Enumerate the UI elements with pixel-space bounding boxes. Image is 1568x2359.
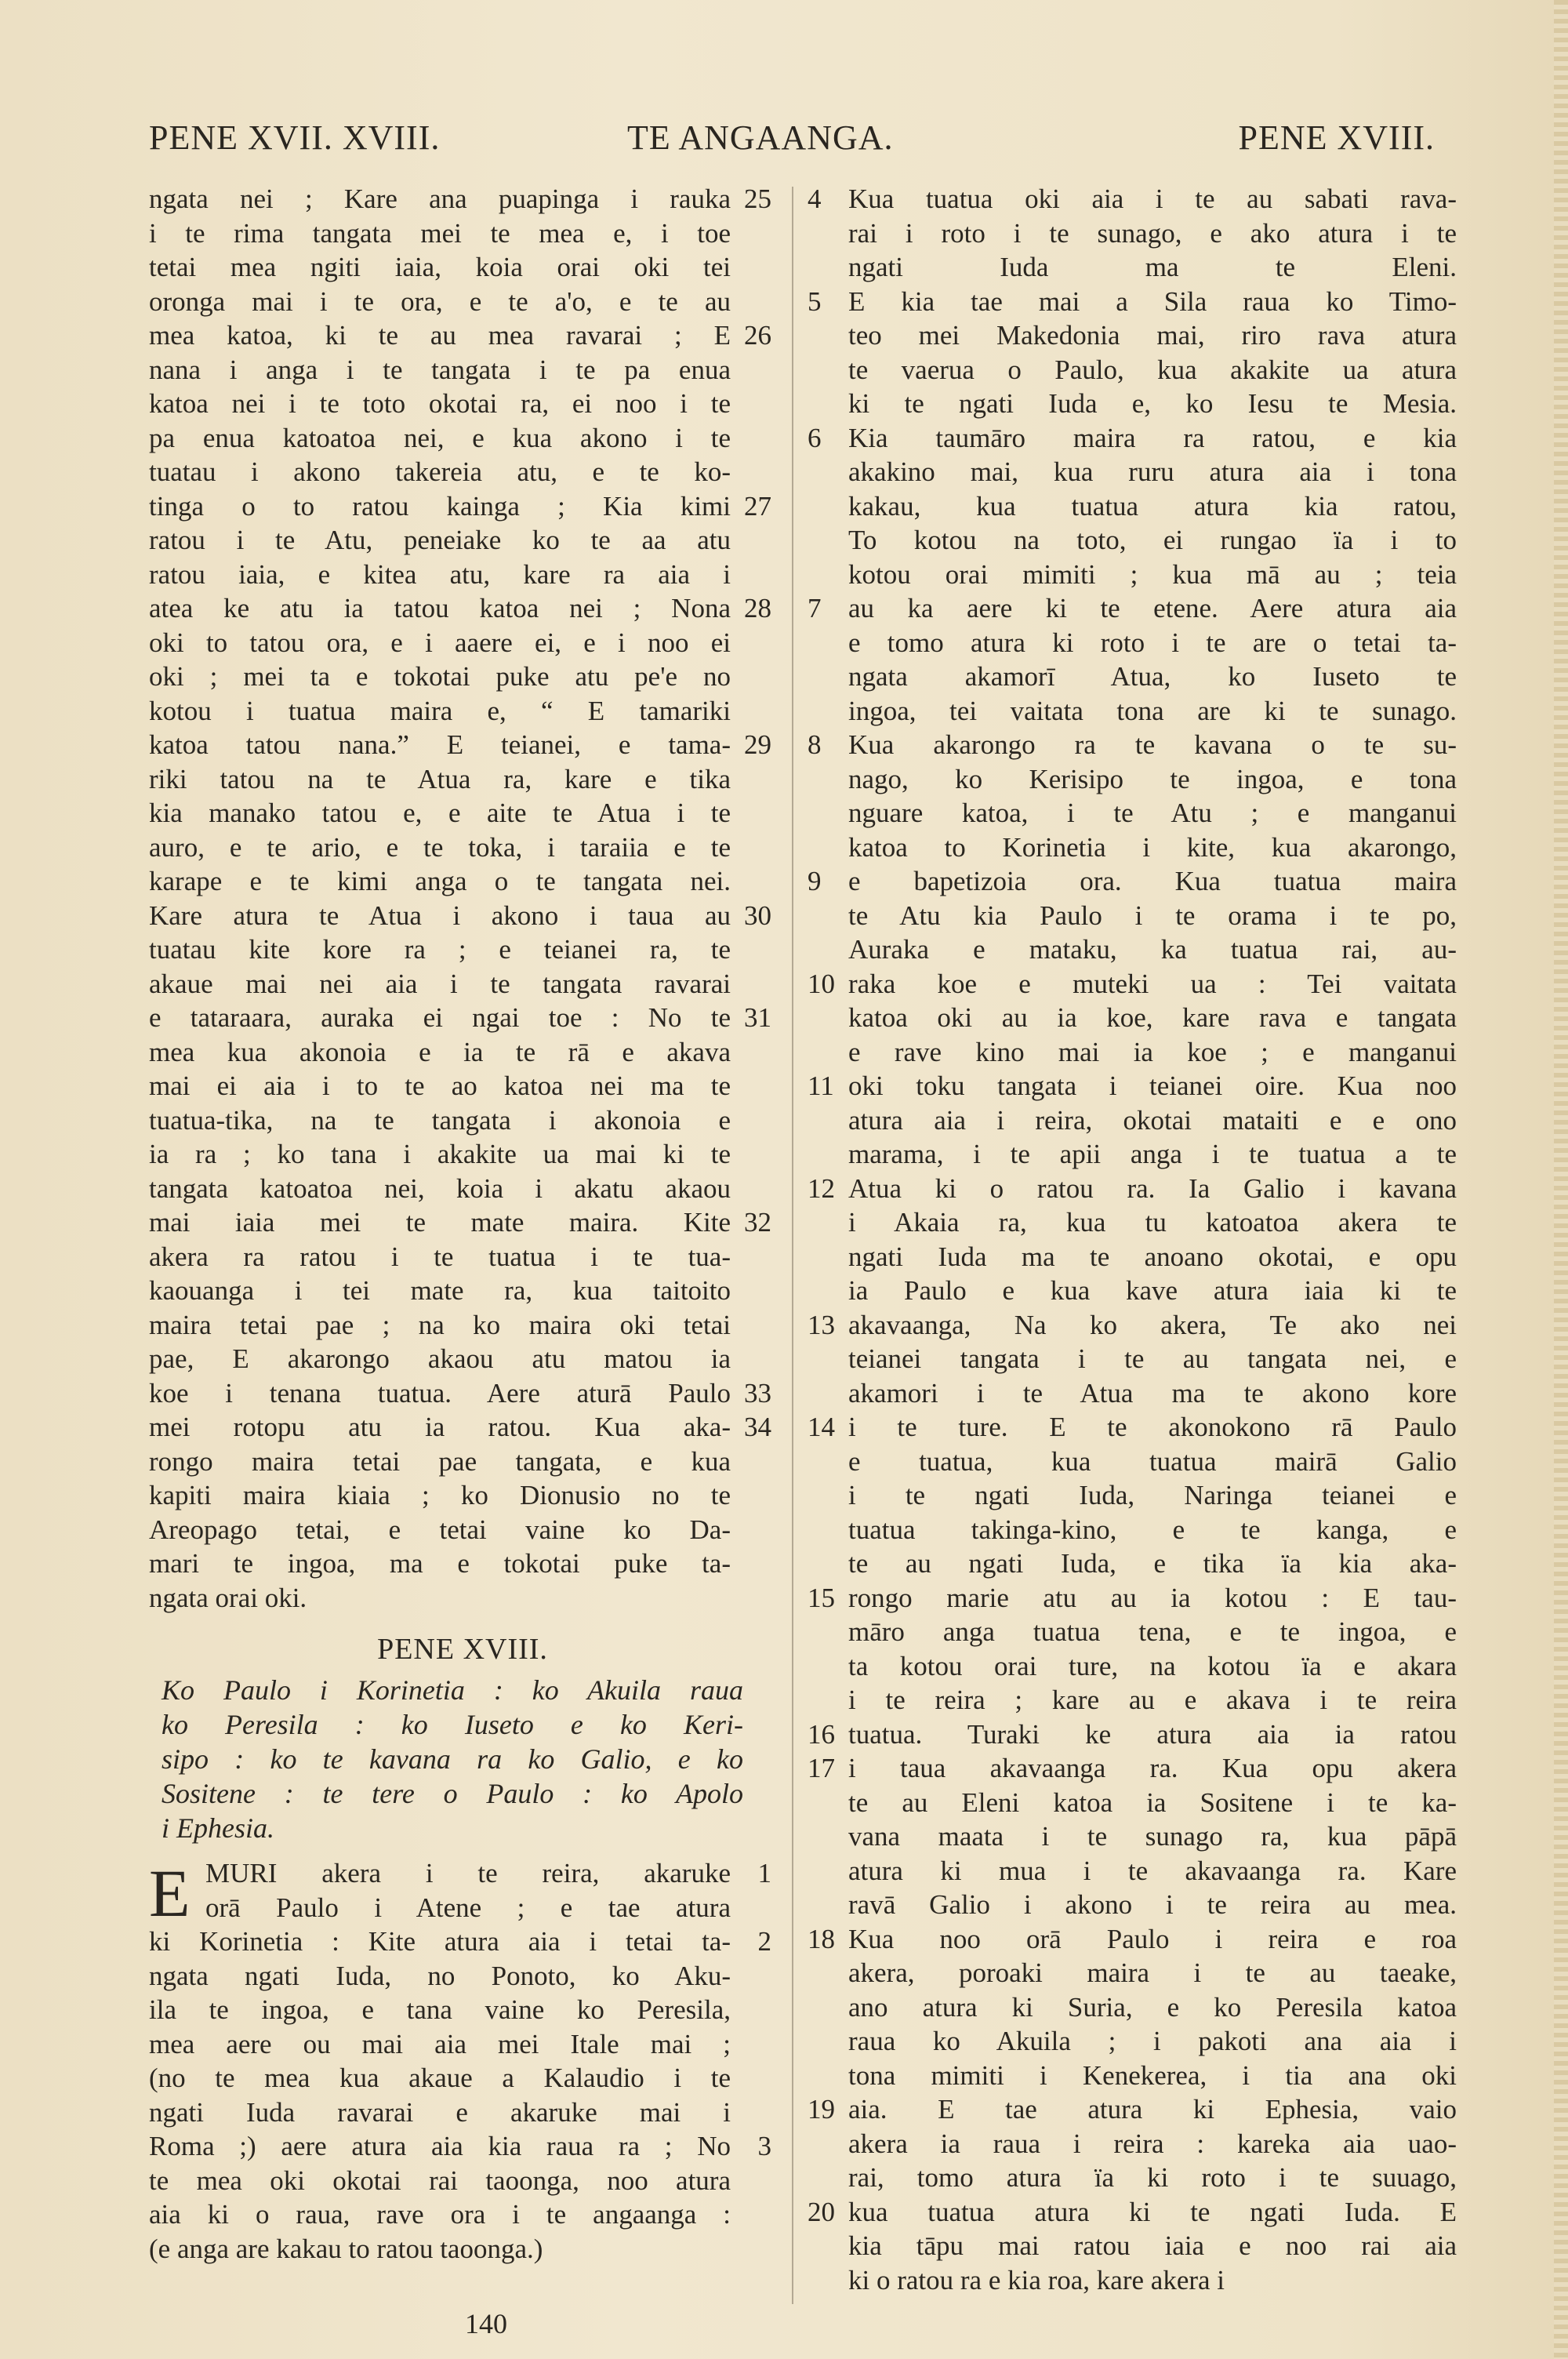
line-text: atura ki mua i te akavaanga ra. Kare [848, 1855, 1457, 1886]
line-text: mea kua akonoia e ia te rā e akava [149, 1036, 731, 1067]
line-text: oki toku tangata i teianei oire. Kua noo [848, 1070, 1457, 1101]
line-text: rongo maira tetai pae tangata, e kua [149, 1445, 731, 1477]
line-text: ki Korinetia : Kite atura aia i tetai ta- [149, 1926, 731, 1957]
line-text: ki o ratou ra e kia roa, kare akera i [848, 2264, 1225, 2295]
text-line [149, 2129, 776, 2164]
line-text: ngata ngati Iuda, no Ponoto, ko Aku- [149, 1960, 731, 1991]
line-text: ravā Galio i akono i te reira au mea. [848, 1889, 1457, 1920]
line-text: Kia taumāro maira ra ratou, e kia [848, 422, 1457, 453]
text-line [808, 831, 1457, 865]
line-text: Kare atura te Atua i akono i taua au [149, 900, 731, 931]
text-line [808, 1513, 1457, 1547]
text-line [149, 591, 776, 626]
text-line [149, 967, 776, 1001]
line-text: E kia tae mai a Sila raua ko Timo- [848, 285, 1457, 317]
text-line [149, 728, 776, 762]
line-text: rai i roto i te sunago, e ako atura i te [848, 217, 1457, 249]
verse-number: 13 [808, 1309, 835, 1340]
text-line [808, 1751, 1457, 1786]
line-text: katoa oki au ia koe, kare rava e tangata [848, 1002, 1457, 1033]
text-line [808, 899, 1457, 933]
text-line [808, 660, 1457, 694]
text-line [808, 523, 1457, 558]
text-line [808, 1308, 1457, 1343]
line-text: MURI akera i te reira, akaruke [205, 1858, 731, 1888]
verse-number: 30 [744, 900, 771, 931]
line-text: orā Paulo i Atene ; e tae atura [205, 1892, 731, 1923]
line-text: kaouanga i tei mate ra, kua taitoito [149, 1275, 731, 1306]
verse-number: 3 [757, 2131, 771, 2161]
text-line [149, 1205, 776, 1240]
line-text: raua ko Akuila ; i pakoti ana aia i [848, 2026, 1457, 2056]
text-line [149, 1240, 776, 1274]
line-text: oki ; mei ta e tokotai puke atu pe'e no [149, 661, 731, 692]
verse-number: 6 [808, 422, 822, 453]
text-line [808, 626, 1457, 660]
text-line [149, 489, 776, 524]
text-line [808, 489, 1457, 524]
verse-number: 15 [808, 1582, 835, 1613]
line-text: (e anga are kakau to ratou taoonga.) [149, 2233, 543, 2264]
line-text: maira tetai pae ; na ko maira oki tetai [149, 1309, 731, 1340]
text-line [149, 1274, 776, 1308]
line-text: akavaanga, Na ko akera, Te ako nei [848, 1309, 1457, 1340]
verse-number: 26 [744, 320, 771, 351]
line-text: mai ei aia i to te ao katoa nei ma te [149, 1070, 731, 1101]
text-line [808, 1615, 1457, 1649]
text-line [808, 2092, 1457, 2127]
verse-number: 1 [757, 1858, 771, 1888]
line-text: māro anga tuatua tena, e te ingoa, e [848, 1616, 1457, 1647]
text-line [149, 1308, 776, 1343]
line-text: tuatau kite kore ra ; e teianei ra, te [149, 934, 731, 965]
text-line [808, 1445, 1457, 1479]
text-line [808, 2059, 1457, 2093]
text-line [808, 387, 1457, 421]
line-text: tetai mea ngiti iaia, koia orai oki tei [149, 252, 731, 282]
verse-number: 11 [808, 1070, 834, 1101]
text-line [149, 1376, 776, 1411]
text-line [149, 1137, 776, 1172]
verse-number: 10 [808, 968, 835, 999]
text-line [808, 1786, 1457, 1820]
line-text: teo mei Makedonia mai, riro rava atura [848, 320, 1457, 351]
line-text: tangata katoatoa nei, koia i akatu akaou [149, 1172, 731, 1204]
summary-line: i Ephesia. [162, 1812, 274, 1844]
text-line [808, 216, 1457, 251]
text-line [808, 1069, 1457, 1103]
line-text: rai, tomo atura ïa ki roto i te suuago, [848, 2162, 1457, 2193]
text-line [808, 455, 1457, 489]
text-line [808, 2127, 1457, 2161]
line-text: raka koe e muteki ua : Tei vaitata [848, 968, 1457, 999]
text-line [808, 967, 1457, 1001]
line-text: te mea oki okotai rai taoonga, noo atura [149, 2165, 731, 2196]
drop-cap: E [149, 1856, 191, 1931]
line-text: e tuatua, kua tuatua mairā Galio [848, 1445, 1457, 1477]
line-text: (no te mea kua akaue a Kalaudio i te [149, 2063, 731, 2093]
text-line [149, 1478, 776, 1513]
text-line [149, 387, 776, 421]
chapter-summary [162, 1673, 743, 1845]
chapter-title: PENE XVIII. [377, 1633, 548, 1666]
text-line [149, 2095, 776, 2130]
line-text: ngata nei ; Kare ana puapinga i rauka [149, 184, 731, 214]
text-line [149, 660, 776, 694]
text-line [149, 1856, 776, 1891]
summary-line: ko Peresila : ko Iuseto e ko Keri- [162, 1709, 743, 1740]
line-text: ngati Iuda ma te anoano okotai, e opu [848, 1241, 1457, 1272]
text-line [149, 455, 776, 489]
header-left: PENE XVII. XVIII. [149, 118, 441, 157]
line-text: te vaerua o Paulo, kua akakite ua atura [848, 354, 1457, 385]
verse-number: 12 [808, 1172, 835, 1204]
text-line [149, 864, 776, 899]
summary-line: Ko Paulo i Korinetia : ko Akuila raua [162, 1674, 743, 1706]
line-text: nana i anga i te tangata i te pa enua [149, 354, 731, 385]
line-text: kotou orai mimiti ; kua mā au ; teia [848, 558, 1457, 590]
page-edge [1554, 0, 1568, 2359]
text-line [149, 831, 776, 865]
verse-number: 8 [808, 729, 822, 760]
line-text: mei rotopu atu ia ratou. Kua aka- [149, 1412, 731, 1442]
text-line [149, 932, 776, 967]
line-text: ta kotou orai ture, na kotou ïa e akara [848, 1650, 1457, 1681]
line-text: katoa tatou nana.” E teianei, e tama- [149, 729, 731, 760]
text-line [808, 1274, 1457, 1308]
text-line [808, 1342, 1457, 1376]
line-text: vana maata i te sunago ra, kua pāpā [848, 1821, 1457, 1852]
text-line [808, 728, 1457, 762]
line-text: ano atura ki Suria, e ko Peresila katoa [848, 1991, 1457, 2023]
text-line [808, 1137, 1457, 1172]
line-text: ratou i te Atu, peneiake ko te aa atu [149, 525, 731, 555]
text-line [808, 318, 1457, 353]
line-text: mari te ingoa, ma e tokotai puke ta- [149, 1548, 731, 1579]
text-line [808, 2229, 1457, 2263]
line-text: i te ngati Iuda, Naringa teianei e [848, 1480, 1457, 1510]
text-line [149, 1069, 776, 1103]
text-line [149, 2232, 776, 2266]
text-line [149, 1445, 776, 1479]
text-line [149, 1547, 776, 1581]
line-text: katoa nei i te toto okotai ra, ei noo i te [149, 388, 731, 419]
text-line [808, 1478, 1457, 1513]
verse-number: 14 [808, 1412, 835, 1442]
text-line [808, 353, 1457, 387]
text-line [149, 1103, 776, 1138]
column-rule [792, 187, 793, 2304]
line-text: ila te ingoa, e tana vaine ko Peresila, [149, 1994, 731, 2025]
line-text: Roma ;) aere atura aia kia raua ra ; No [149, 2131, 731, 2161]
line-text: ingoa, tei vaitata tona are ki te sunago. [848, 695, 1457, 726]
line-text: au ka aere ki te etene. Aere atura aia [848, 593, 1457, 623]
text-line [808, 1205, 1457, 1240]
text-line [149, 318, 776, 353]
line-text: ia Paulo e kua kave atura iaia ki te [848, 1275, 1457, 1306]
line-text: mea katoa, ki te au mea ravarai ; E [149, 320, 731, 351]
line-text: e rave kino mai ia koe ; e manganui [848, 1036, 1457, 1067]
line-text: akaue mai nei aia i te tangata ravarai [149, 968, 731, 999]
text-line [808, 932, 1457, 967]
line-text: i Akaia ra, kua tu katoatoa akera te [848, 1207, 1457, 1238]
verse-number: 17 [808, 1753, 835, 1783]
line-text: mai iaia mei te mate maira. Kite [149, 1207, 731, 1238]
text-line [808, 1990, 1457, 2025]
text-line [808, 1410, 1457, 1445]
line-text: kakau, kua tuatua atura kia ratou, [848, 490, 1457, 522]
verse-number: 34 [744, 1412, 771, 1442]
text-line [808, 2024, 1457, 2059]
text-line [149, 2197, 776, 2232]
line-text: Areopago tetai, e tetai vaine ko Da- [149, 1514, 731, 1545]
text-line [149, 762, 776, 797]
line-text: atura aia i reira, okotai mataiti e e ono [848, 1104, 1457, 1136]
line-text: te au Eleni katoa ia Sositene i te ka- [848, 1787, 1457, 1818]
text-line [808, 250, 1457, 285]
text-line [808, 1922, 1457, 1957]
line-text: kia tāpu mai ratou iaia e noo rai aia [848, 2230, 1457, 2261]
verse-number: 19 [808, 2094, 835, 2125]
text-line [808, 1683, 1457, 1717]
line-text: tuatua. Turaki ke atura aia ia ratou [848, 1718, 1457, 1750]
line-text: riki tatou na te Atua ra, kare e tika [149, 763, 731, 794]
line-text: nago, ko Kerisipo te ingoa, e tona [848, 763, 1457, 794]
text-line [808, 285, 1457, 319]
line-text: akakino mai, kua ruru atura aia i tona [848, 456, 1457, 487]
text-line [149, 899, 776, 933]
line-text: tuatau i akono takereia atu, e te ko- [149, 456, 731, 487]
verse-number: 16 [808, 1718, 835, 1750]
summary-line: Sositene : te tere o Paulo : ko Apolo [162, 1778, 743, 1809]
line-text: i taua akavaanga ra. Kua opu akera [848, 1753, 1457, 1783]
line-text: Kua noo orā Paulo i reira e roa [848, 1923, 1457, 1954]
verse-number: 32 [744, 1207, 771, 1238]
verse-number: 31 [744, 1002, 771, 1033]
line-text: mea aere ou mai aia mei Itale mai ; [149, 2028, 731, 2059]
line-text: nguare katoa, i te Atu ; e manganui [848, 798, 1457, 828]
line-text: e tataraara, auraka ei ngai toe : No te [149, 1002, 731, 1033]
text-line [149, 1925, 776, 1959]
verse-number: 4 [808, 184, 822, 214]
line-text: auro, e te ario, e te toka, i taraiia e te [149, 831, 731, 863]
text-line [808, 1376, 1457, 1411]
text-line [808, 1581, 1457, 1616]
text-line [149, 1959, 776, 1994]
text-line [808, 1854, 1457, 1888]
line-text: marama, i te apii anga i te tuatua a te [848, 1139, 1457, 1169]
running-header [149, 118, 1435, 173]
line-text: Auraka e mataku, ka tuatua rai, au- [848, 934, 1457, 965]
line-text: te au ngati Iuda, e tika ïa kia aka- [848, 1548, 1457, 1579]
verse-number: 25 [744, 184, 771, 214]
text-line [808, 1819, 1457, 1854]
verse-number: 33 [744, 1377, 771, 1408]
text-line [149, 353, 776, 387]
text-line [149, 1001, 776, 1035]
verse-number: 18 [808, 1923, 835, 1954]
line-text: rongo marie atu au ia kotou : E tau- [848, 1582, 1457, 1613]
text-line [149, 1410, 776, 1445]
chapter-opening [149, 1856, 776, 2266]
verse-number: 9 [808, 866, 822, 896]
line-text: atea ke atu ia tatou katoa nei ; Nona [149, 593, 731, 623]
text-line [149, 1035, 776, 1070]
line-text: tuatua-tika, na te tangata i akonoia e [149, 1104, 731, 1136]
line-text: kapiti maira kiaia ; ko Dionusio no te [149, 1480, 731, 1510]
text-line [808, 2263, 1443, 2298]
line-text: ngata akamorī Atua, ko Iuseto te [848, 661, 1457, 692]
line-text: koe i tenana tuatua. Aere aturā Paulo [149, 1377, 731, 1408]
text-line [149, 558, 776, 592]
verse-number: 20 [808, 2196, 835, 2227]
line-text: pae, E akarongo akaou atu matou ia [149, 1343, 731, 1374]
text-line [149, 216, 776, 251]
text-line [808, 1240, 1457, 1274]
line-text: ki te ngati Iuda e, ko Iesu te Mesia. [848, 388, 1457, 419]
text-line [149, 1342, 776, 1376]
line-text: Kua akarongo ra te kavana o te su- [848, 729, 1457, 760]
line-text: e tomo atura ki roto i te are o tetai ta- [848, 627, 1457, 658]
text-line [808, 694, 1457, 729]
text-line [149, 2164, 776, 2198]
text-line [149, 250, 776, 285]
text-line [808, 1035, 1457, 1070]
verse-number: 29 [744, 729, 771, 760]
page-number: 140 [465, 2308, 507, 2339]
text-line [808, 762, 1457, 797]
line-text: kotou i tuatua maira e, “ E tamariki [149, 695, 731, 726]
line-text: oronga mai i te ora, e te a'o, e te au [149, 285, 731, 317]
line-text: akera ra ratou i te tuatua i te tua- [149, 1241, 731, 1272]
text-line [808, 1103, 1457, 1138]
verse-number: 7 [808, 593, 822, 623]
header-center: TE ANGAANGA. [627, 118, 894, 157]
right-column [808, 182, 1457, 2297]
line-text: tona mimiti i Kenekerea, i tia ana oki [848, 2059, 1457, 2091]
text-line [149, 285, 776, 319]
verse-number: 27 [744, 490, 771, 522]
line-text: pa enua katoatoa nei, e kua akono i te [149, 422, 731, 453]
text-line [808, 1649, 1457, 1684]
text-line [808, 1547, 1457, 1581]
line-text: i te rima tangata mei te mea e, i toe [149, 217, 731, 249]
line-text: te Atu kia Paulo i te orama i te po, [848, 900, 1457, 931]
verse-number: 28 [744, 593, 771, 623]
text-line [808, 2161, 1457, 2195]
line-text: To kotou na toto, ei rungao ïa i to [848, 525, 1457, 555]
line-text: kia manako tatou e, e aite te Atua i te [149, 798, 731, 828]
text-line [808, 591, 1457, 626]
line-text: ratou iaia, e kitea atu, kare ra aia i [149, 558, 731, 590]
text-line [149, 1993, 776, 2027]
text-line [149, 796, 776, 831]
line-text: ngati Iuda ma te Eleni. [848, 252, 1457, 282]
text-line [149, 1172, 776, 1206]
line-text: oki to tatou ora, e i aaere ei, e i noo ei [149, 627, 731, 658]
left-column-bottom-text [149, 1856, 776, 2266]
left-column-top-text [149, 182, 776, 1615]
text-line [808, 1717, 1457, 1752]
text-line [808, 1001, 1457, 1035]
text-line [149, 1513, 776, 1547]
text-line [808, 421, 1457, 456]
text-line [149, 1891, 776, 1925]
header-right: PENE XVIII. [1238, 118, 1435, 157]
line-text: Kua tuatua oki aia i te au sabati rava- [848, 184, 1457, 214]
line-text: akamori i te Atua ma te akono kore [848, 1377, 1457, 1408]
line-text: i te ture. E te akonokono rā Paulo [848, 1412, 1457, 1442]
text-line [808, 1888, 1457, 1922]
text-line [808, 558, 1457, 592]
line-text: e bapetizoia ora. Kua tuatua maira [848, 866, 1457, 896]
text-line [808, 2195, 1457, 2230]
summary-line: sipo : ko te kavana ra ko Galio, e ko [162, 1743, 743, 1775]
line-text: teianei tangata i te au tangata nei, e [848, 1343, 1457, 1374]
line-text: akera ia raua i reira : kareka aia uao- [848, 2128, 1457, 2159]
line-text: tinga o to ratou kainga ; Kia kimi [149, 490, 731, 522]
verse-number: 2 [757, 1926, 771, 1957]
line-text: aia ki o raua, rave ora i te angaanga : [149, 2199, 731, 2230]
text-line [149, 421, 776, 456]
text-line [808, 864, 1457, 899]
line-text: i te reira ; kare au e akava i te reira [848, 1685, 1457, 1715]
left-column [149, 182, 776, 2266]
text-line [149, 523, 776, 558]
text-line [149, 694, 776, 729]
line-text: akera, poroaki maira i te au taeake, [848, 1957, 1457, 1988]
line-text: Atua ki o ratou ra. Ia Galio i kavana [848, 1172, 1457, 1204]
text-line [149, 626, 776, 660]
verse-number: 5 [808, 285, 822, 317]
line-text: aia. E tae atura ki Ephesia, vaio [848, 2094, 1457, 2125]
text-line [149, 182, 776, 216]
line-text: kua tuatua atura ki te ngati Iuda. E [848, 2196, 1457, 2227]
line-text: ngata orai oki. [149, 1582, 307, 1613]
line-text: ngati Iuda ravarai e akaruke mai i [149, 2096, 731, 2128]
text-line [808, 182, 1457, 216]
line-text: katoa to Korinetia i kite, kua akarongo, [848, 831, 1457, 863]
text-line [808, 1172, 1457, 1206]
line-text: ia ra ; ko tana i akakite ua mai ki te [149, 1139, 731, 1169]
text-line [149, 2061, 776, 2095]
text-line [149, 2027, 776, 2062]
text-line [808, 796, 1457, 831]
line-text: tuatua takinga-kino, e te kanga, e [848, 1514, 1457, 1545]
text-line [149, 1581, 776, 1616]
text-line [808, 1956, 1457, 1990]
line-text: karape e te kimi anga o te tangata nei. [149, 866, 731, 896]
